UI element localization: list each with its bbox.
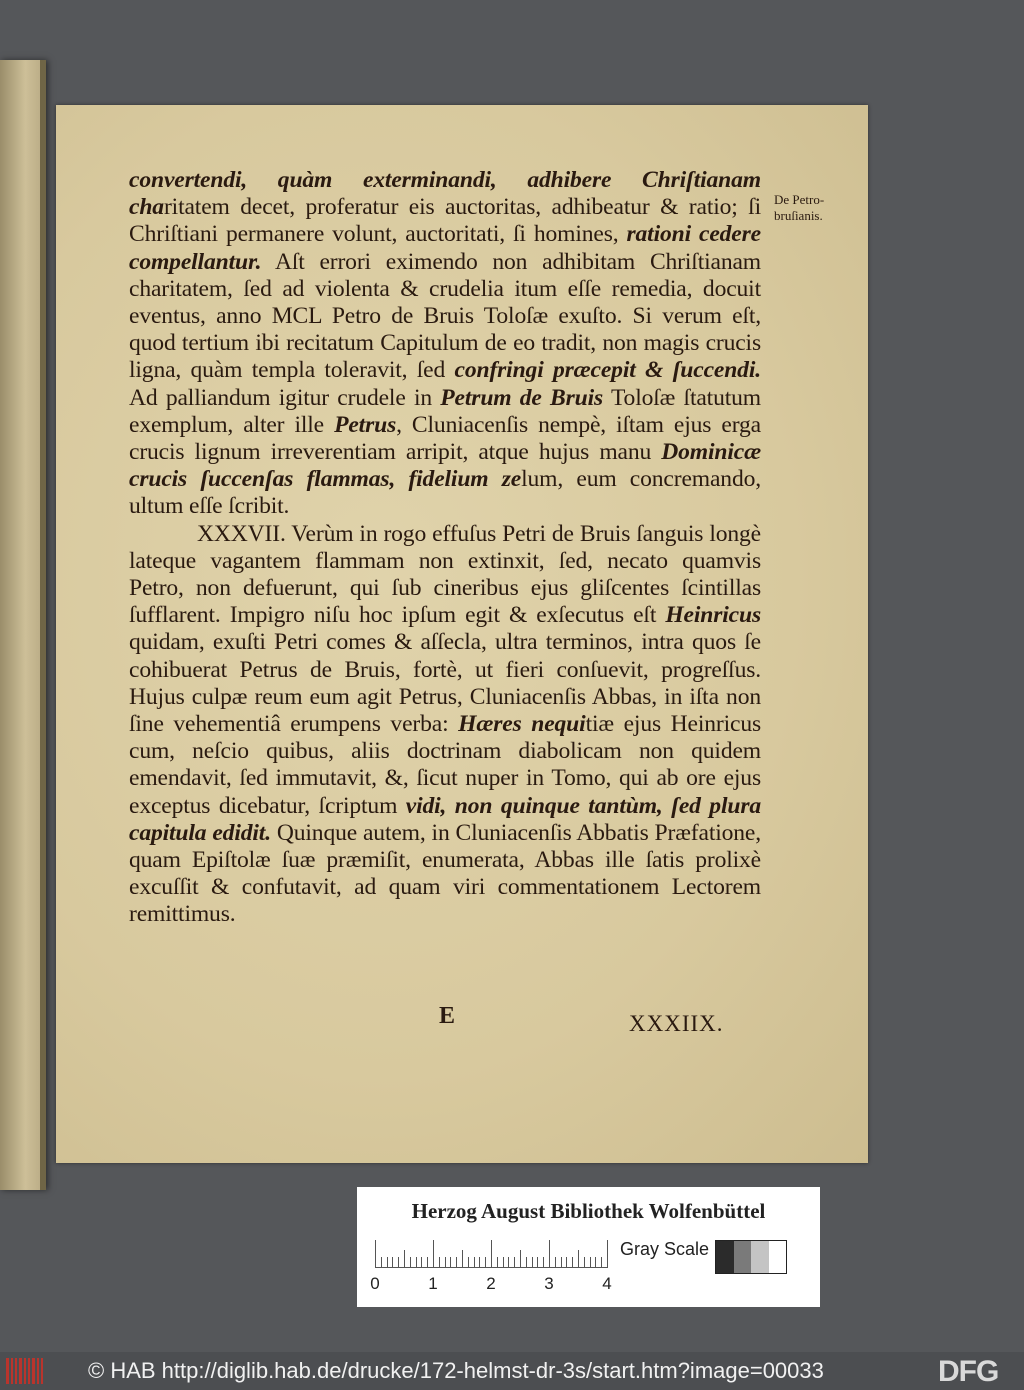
ruler-tick [433,1240,434,1268]
ruler-tick [514,1257,515,1268]
hab-barcode-icon [6,1358,44,1384]
gray-scale-label: Gray Scale [620,1239,710,1259]
ruler-tick [508,1257,509,1268]
ruler-number: 2 [486,1274,496,1293]
ruler-tick [387,1257,388,1268]
ruler-tick [468,1257,469,1268]
ruler-tick [601,1257,602,1268]
margin-note [774,192,854,224]
catchword: XXXIIX. [629,1011,724,1036]
paragraph-xxxvii: XXXVII. Verùm in rogo effuſus Petri de Bruis ſanguis longè lateque vagantem flammam non extinxit, ſed, necato quamvis Petro, non defuerunt, qui ſub cineribus ejus gliſcentes ſcintillas ſufflarent. Impigro niſu hoc ipſum egit & exſecutus eſt Heinricus quidam, exuſti Petri comes & aſſecla, ultra terminos, intra quos ſe cohibuerat Petrus de Bruis, fortè, ut fieri conſuevit, progreſſus. Hujus culpæ reum eum agit Petrus, Cluniacenſis Abbas, in iſta non ſine vehementiâ erumpens verba: Hæres nequitiæ ejus Heinricus cum, neſcio quibus, aliis doctrinam diabolicam non quidem emendavit, ſed immutavit, &, ſicut nuper in Tomo, qui ab ore ejus exceptus dicebatur, ſcriptum vidi, non quinque tantùm, ſed plura capitula edidit. Quinque autem, in Cluniacenſis Abbatis Præfatione, quam Epiſtolæ ſuæ præmiſit, enumerata, Abbas ille ſatis prolixè excuſſit & confutavit, ad quam viri commentationem Lectorem remittimus. [129,520,762,928]
ruler-number: 0 [370,1274,380,1293]
ruler-tick [503,1257,504,1268]
ruler-tick [392,1257,393,1268]
ruler-tick [479,1257,480,1268]
facing-page-edge [0,60,46,1190]
barcode-bar [6,1358,9,1384]
signature-mark: E [439,1003,456,1029]
ruler-tick [595,1257,596,1268]
gray-swatch [751,1241,769,1273]
ruler-number: 3 [544,1274,554,1293]
barcode-bar [19,1358,22,1384]
gray-swatch [734,1241,752,1273]
ruler-tick [375,1240,376,1268]
ruler-tick [532,1257,533,1268]
ruler-tick [398,1257,399,1268]
ruler-tick [381,1257,382,1268]
barcode-bar [11,1358,13,1384]
footer-bar [0,1352,1024,1390]
ruler-tick [439,1257,440,1268]
copyright-url[interactable]: © HAB http://diglib.hab.de/drucke/172-helmst-dr-3s/start.htm?image=00033 [88,1358,824,1383]
ruler-tick [590,1257,591,1268]
ruler-tick [578,1250,579,1268]
ruler-tick [526,1257,527,1268]
ruler-tick [566,1257,567,1268]
ruler-tick [462,1250,463,1268]
book-page [56,105,868,1163]
barcode-bar [24,1358,26,1384]
ruler-tick [572,1257,573,1268]
dfg-logo: DFG [938,1355,999,1388]
library-name: Herzog August Bibliothek Wolfenbüttel [411,1199,766,1223]
barcode-bar [37,1358,39,1384]
gray-swatch [769,1241,787,1273]
ruler-tick [485,1257,486,1268]
ruler-tick [410,1257,411,1268]
margin-note-line-1: De Petro- [774,192,825,207]
barcode-bar [32,1358,35,1384]
barcode-bar [15,1358,17,1384]
ruler-tick [537,1257,538,1268]
ruler-tick [404,1250,405,1268]
ruler-tick [497,1257,498,1268]
ruler-tick [555,1257,556,1268]
body-text [129,167,761,929]
ruler-tick [474,1257,475,1268]
ruler-tick [584,1257,585,1268]
ruler-number: 1 [428,1274,438,1293]
ruler-tick [450,1257,451,1268]
margin-note-line-2: bruſianis. [774,208,823,223]
gray-swatch [716,1241,734,1273]
ruler-tick [543,1257,544,1268]
ruler-tick [520,1250,521,1268]
ruler [375,1240,607,1268]
ruler-number: 4 [602,1274,612,1293]
ruler-tick [427,1257,428,1268]
ruler-tick [421,1257,422,1268]
ruler-tick [607,1240,608,1268]
gray-scale-swatches [715,1240,787,1274]
ruler-tick [445,1257,446,1268]
ruler-tick [456,1257,457,1268]
ruler-tick [561,1257,562,1268]
paragraph-continued: convertendi, quàm exterminandi, adhibere Chriſtianam charitatem decet, proferatur eis auctoritas, adhibeatur & ratio; ſi Chriſtiani permanere volunt, auctoritati, ſi homines, rationi cedere compellantur. Aſt errori eximendo non adhibitam Chriſtianam charitatem, ſed ad violenta & crudelia itum eſſe remedia, docuit eventus, anno MCL Petro de Bruis Toloſæ exuſto. Si verum eſt, quod tertium ibi recitatum Capitulum de eo tradit, non magis crucis ligna, quàm templa toleravit, ſed confringi præcepit & ſuccendi. Ad palliandum igitur crudele in Petrum de Bruis Toloſæ ſtatutum exemplum, alter ille Petrus, Cluniacenſis nempè, iſtam ejus erga crucis lignum irreverentiam arripit, atque hujus manu Dominicæ crucis ſuccenſas flammas, fidelium zelum, eum concremando, ultum eſſe ſcribit. [129,167,761,520]
color-scale-card [357,1187,820,1307]
barcode-bar [41,1358,43,1384]
ruler-tick [549,1240,550,1268]
ruler-tick [416,1257,417,1268]
barcode-bar [28,1358,30,1384]
ruler-tick [491,1240,492,1268]
